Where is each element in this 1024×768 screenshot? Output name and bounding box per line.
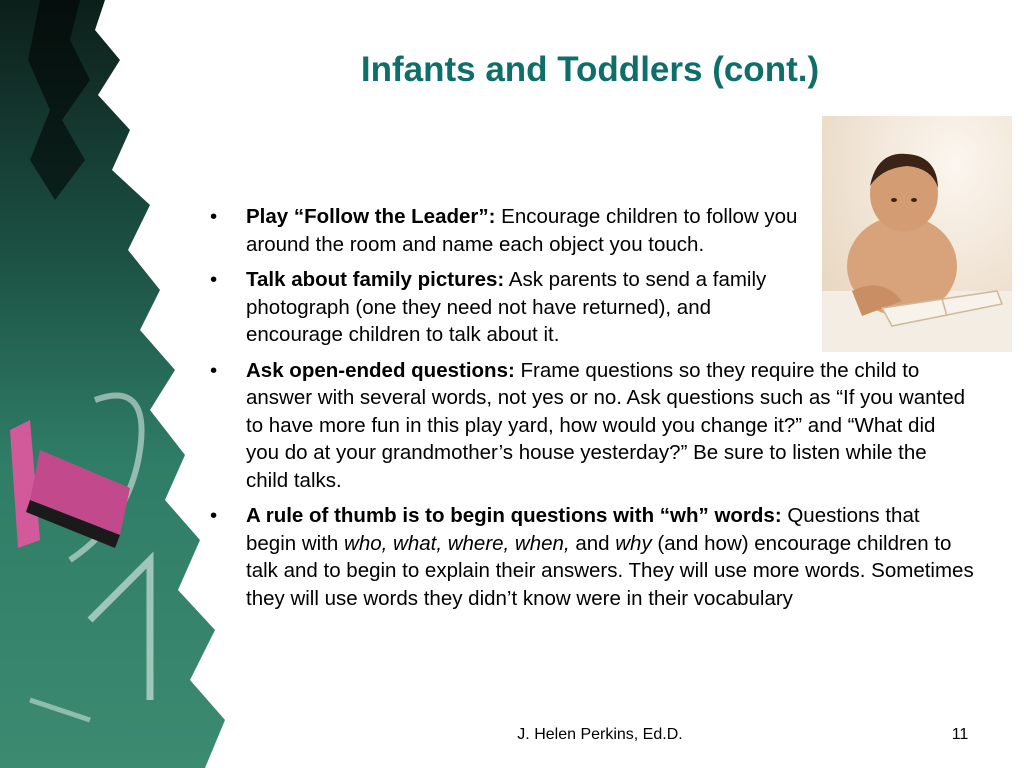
- bullet-lead: Ask open-ended questions:: [246, 358, 515, 382]
- bullet-text: Encourage children to follow you around the room and name each object you touch.: [246, 205, 798, 256]
- bullet-lead: A rule of thumb is to begin questions with “wh” words:: [246, 504, 782, 527]
- bullet-lead: Play “Follow the Leader”:: [246, 205, 496, 228]
- page-number: 11: [951, 726, 969, 743]
- bullet-text: Frame questions so they require the child to answer with several words, not yes or no. Ask questions such as “If you wanted to have more fun in this play yard, how would you change it?” and “What did you do at your grandmother’s house yesterday?” Be sure to listen while the child talks.: [246, 358, 965, 492]
- bullet-marker: •: [210, 358, 218, 382]
- bullet-text: Questions that begin with: [246, 504, 920, 555]
- bullet-marker: •: [210, 205, 218, 228]
- bullet-italic-words: who, what, where, when,: [344, 531, 570, 555]
- bullet-lead: Talk about family pictures:: [246, 268, 505, 291]
- bullet-list: [204, 203, 974, 620]
- bullet-item-family-pictures: [204, 266, 806, 349]
- footer-author: J. Helen Perkins, Ed.D.: [517, 726, 683, 743]
- bullet-marker: •: [210, 268, 218, 291]
- bullet-item-wh-words: [204, 502, 974, 612]
- bullet-marker: •: [210, 504, 218, 527]
- bullet-item-open-ended-questions: [204, 357, 974, 495]
- bullet-text: and: [569, 531, 616, 555]
- bullet-italic-why: why: [615, 531, 652, 555]
- slide-title: Infants and Toddlers (cont.): [360, 50, 820, 89]
- bullet-item-follow-leader: [204, 203, 806, 258]
- bullet-text: (and how) encourage children to talk and to begin to explain their answers. They will use more words. Sometimes they will use words they didn’t know were in their vocabulary: [246, 531, 974, 610]
- bullet-text: Ask parents to send a family photograph (one they need not have returned), and encourage children to talk about it.: [246, 268, 767, 346]
